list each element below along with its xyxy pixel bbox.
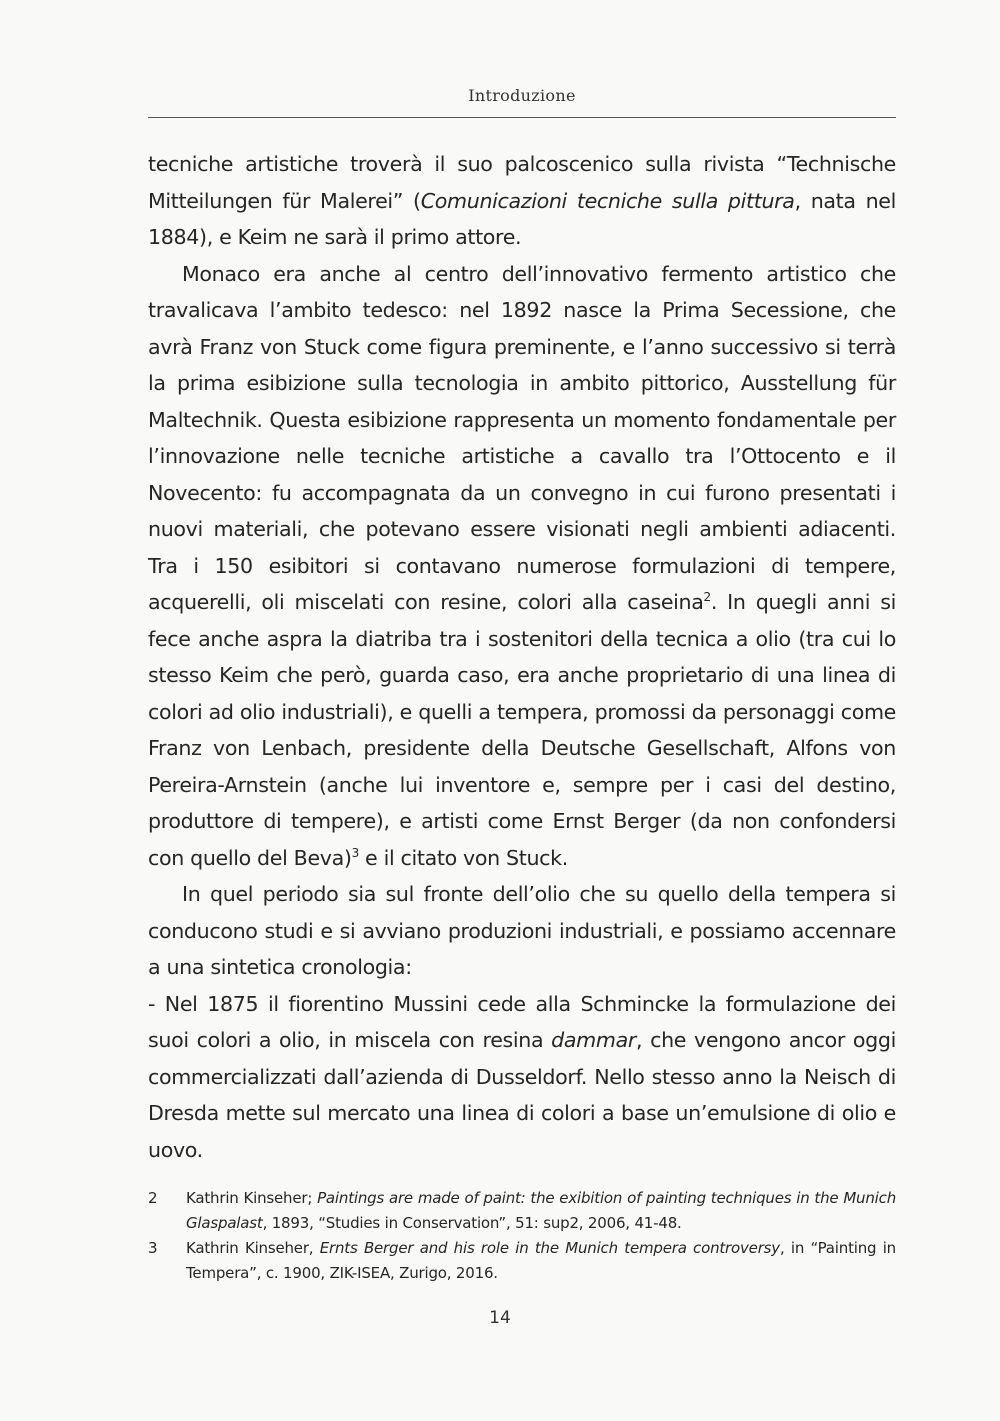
text-run: e il citato von Stuck. bbox=[358, 845, 568, 870]
italic-run: Comunicazioni tecniche sulla pittura bbox=[420, 188, 795, 213]
footnotes bbox=[148, 1186, 896, 1286]
paragraph-1 bbox=[148, 146, 896, 256]
footnote-3 bbox=[148, 1236, 896, 1286]
italic-run: dammar bbox=[551, 1028, 636, 1052]
footnote-ref: 3 bbox=[351, 845, 359, 860]
paragraph-4 bbox=[148, 986, 896, 1169]
text-run: Kathrin Kinseher; bbox=[186, 1189, 318, 1207]
running-head: Introduzione bbox=[468, 86, 576, 105]
footnote-number: 2 bbox=[148, 1189, 158, 1207]
footnote-text bbox=[186, 1189, 896, 1232]
text-run: Kathrin Kinseher, bbox=[186, 1239, 320, 1257]
text-run: , nata nel 1884), e Keim ne sarà il primo attore. bbox=[148, 188, 897, 249]
footnote-text bbox=[186, 1239, 896, 1282]
text-run: , che vengono ancor oggi commercializzati dall’azienda di Dusseldorf. Nello stesso anno la Neisch di Dresda mette sul mercato una linea di colori a base un’emulsione di olio e uovo. bbox=[148, 1028, 896, 1162]
footnote-number: 3 bbox=[148, 1239, 158, 1257]
text-run: In quel periodo sia sul fronte dell’olio che su quello della tempera si conducono studi e si avviano produzioni industriali, e possiamo accennare a una sintetica cronologia: bbox=[148, 882, 896, 979]
text-run: tecniche artistiche troverà il suo palcoscenico sulla rivista “Technische Mitteilungen für Malerei” ( bbox=[148, 152, 896, 213]
italic-run: Paintings are made of paint: the exibition of painting techniques in the Munich Glaspalast bbox=[186, 1189, 896, 1232]
text-run: . In quegli anni si fece anche aspra la diatriba tra i sostenitori della tecnica a olio (tra cui lo stesso Keim che però, guarda caso, era anche proprietario di una linea di colori ad olio industriali), e quelli a tempera, promossi da personaggi come Franz von Lenbach, presidente della Deutsche Gesellschaft, Alfons von Pereira-Arnstein (anche lui inventore e, sempre per i casi del destino, produttore di tempere), e artisti come Ernst Berger (da non confondersi con quello del Beva) bbox=[148, 590, 896, 870]
text-run: , 1893, “Studies in Conservation”, 51: sup2, 2006, 41-48. bbox=[262, 1214, 682, 1232]
text-run: , in “Painting in Tempera”, c. 1900, ZIK-ISEA, Zurigo, 2016. bbox=[186, 1239, 896, 1282]
body-text bbox=[148, 146, 896, 1168]
footnote-ref: 2 bbox=[703, 590, 711, 604]
paragraph-2 bbox=[148, 256, 896, 877]
footnote-2 bbox=[148, 1186, 896, 1236]
text-run: Monaco era anche al centro dell’innovativo fermento artistico che travalicava l’ambito tedesco: nel 1892 nasce la Prima Secessione, che avrà Franz von Stuck come figura preminente, e l’anno successivo si terrà la prima esibizione sulla tecnologia in ambito pittorico, Ausstellung für Maltechnik. Questa esibizione rappresenta un momento fondamentale per l’innovazione nelle tecniche artistiche a cavallo tra l’Ottocento e il Novecento: fu accompagnata da un convegno in cui furono presentati i nuovi materiali, che potevano essere visionati negli ambienti adiacenti. Tra i 150 esibitori si contavano numerose formulazioni di tempere, acquerelli, oli miscelati con resine, colori alla caseina bbox=[148, 261, 896, 614]
paragraph-3 bbox=[148, 876, 896, 986]
page-number: 14 bbox=[489, 1308, 511, 1328]
header-rule bbox=[148, 117, 896, 118]
italic-run: Ernts Berger and his role in the Munich tempera controversy bbox=[319, 1239, 780, 1257]
text-run: - Nel 1875 il fiorentino Mussini cede alla Schmincke la formulazione dei suoi colori a olio, in miscela con resina bbox=[148, 991, 896, 1052]
